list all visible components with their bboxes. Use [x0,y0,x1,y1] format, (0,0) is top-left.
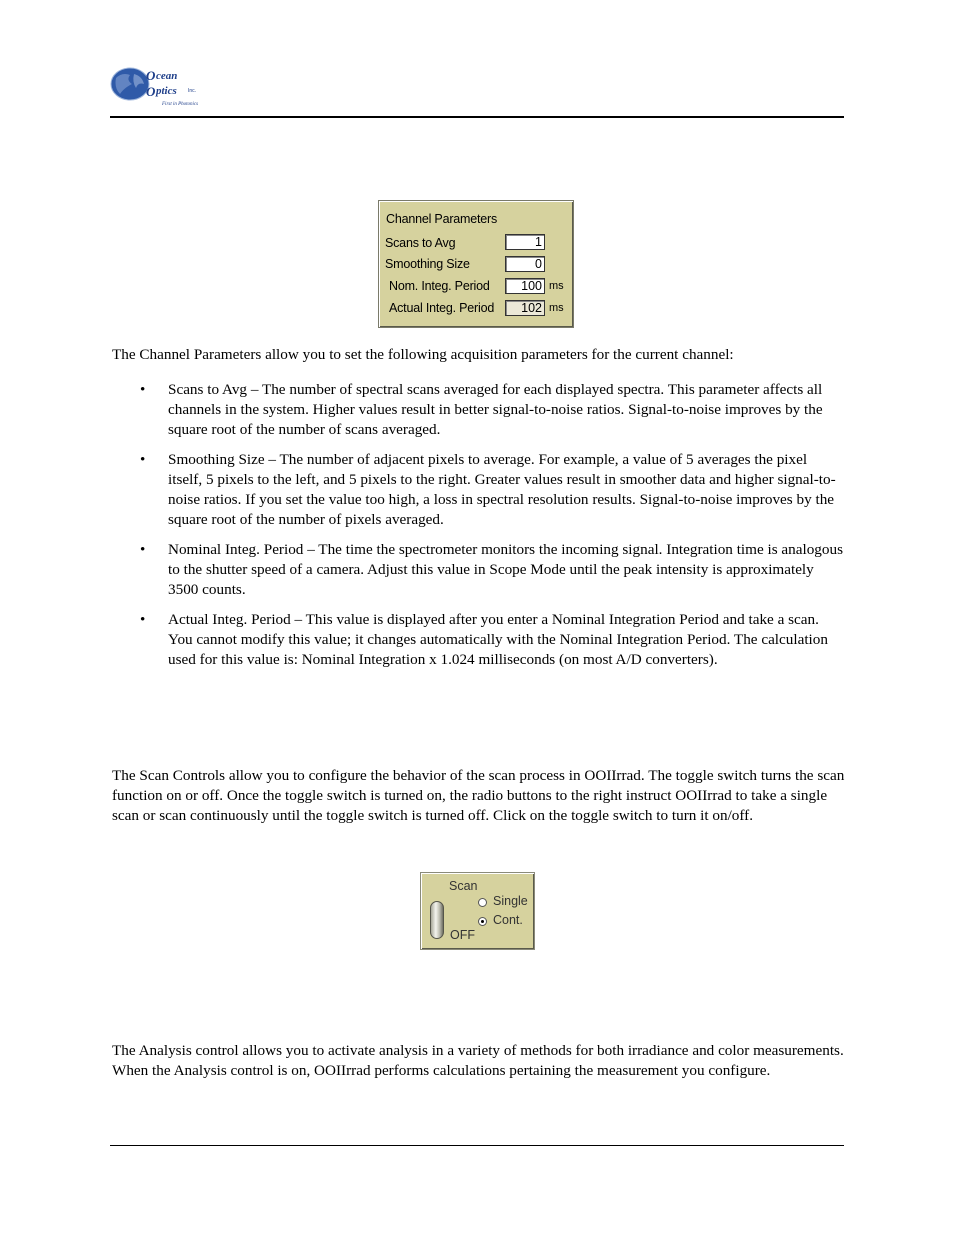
nom-integ-period-unit: ms [549,280,564,292]
bullet-icon: • [140,451,146,468]
logo-text-ocean: cean [156,70,178,82]
analysis-paragraph: The Analysis control allows you to activate analysis in a variety of methods for both irradiance and color measurements. When the Analysis control is on, OOIIrrad performs calculations pertaining the measurement you configure. [112,1042,844,1079]
smoothing-size-input[interactable]: 0 [505,256,545,272]
list-item-text: Actual Integ. Period – This value is displayed after you enter a Nominal Integration Period and take a scan. You cannot modify this value; it changes automatically with the Nominal Integration Period. The calculation used for this value is: Nominal Integration x 1.024 milliseconds (on most A/D converters). [168,611,828,668]
parameter-list [140,380,845,680]
actual-integ-period-label: Actual Integ. Period [389,301,495,315]
toggle-state-label: OFF [450,928,475,942]
actual-integ-period-value: 102 [505,300,545,316]
list-item-text: Scans to Avg – The number of spectral scans averaged for each displayed spectra. This parameter affects all channels in the system. Higher values result in better signal-to-noise ratios. Signal-to-noise improves by the square root of the number of scans averaged. [168,381,823,438]
nom-integ-period-input[interactable]: 100 [505,278,545,294]
channel-parameters-title: Channel Parameters [386,212,498,226]
svg-text:O: O [146,68,156,83]
nom-integ-period-label: Nom. Integ. Period [389,279,490,293]
intro-paragraph: The Channel Parameters allow you to set the following acquisition parameters for the current channel: [112,346,734,363]
scans-to-avg-label: Scans to Avg [385,236,456,250]
list-item-text: Nominal Integ. Period – The time the spectrometer monitors the incoming signal. Integration time is analogous to the shutter speed of a camera. Adjust this value in Scope Mode until the peak intensity is approximately 3500 counts. [168,541,843,598]
ocean-optics-logo [108,66,223,112]
bullet-icon: • [140,541,146,558]
scan-toggle-switch[interactable] [430,901,444,939]
header-rule [110,116,844,118]
list-item [140,450,845,530]
single-radio[interactable] [478,898,487,907]
svg-text:O: O [146,84,156,99]
logo-suffix: Inc. [188,88,197,94]
single-radio-label[interactable]: Single [493,894,528,908]
smoothing-size-label: Smoothing Size [385,257,470,271]
scans-to-avg-input[interactable]: 1 [505,234,545,250]
list-item [140,610,845,670]
logo-tagline: First in Photonics [162,102,199,107]
channel-parameters-panel [378,200,574,328]
bullet-icon: • [140,381,146,398]
cont-radio-label[interactable]: Cont. [493,913,523,927]
logo-text-optics: ptics [156,85,177,97]
scan-title: Scan [449,879,478,893]
cont-radio[interactable] [478,917,487,926]
scan-control-panel [420,872,535,950]
footer-rule [110,1145,844,1146]
actual-integ-period-unit: ms [549,302,564,314]
bullet-icon: • [140,611,146,628]
scan-controls-paragraph: The Scan Controls allow you to configure the behavior of the scan process in OOIIrrad. The toggle switch turns the scan function on or off. Once the toggle switch is turned on, the radio buttons to the right instruct OOIIrrad to take a single scan or scan continuously until the toggle switch is turned off. Click on the toggle switch to turn it on/off. [112,767,845,824]
list-item [140,380,845,440]
list-item [140,540,845,600]
list-item-text: Smoothing Size – The number of adjacent pixels to average. For example, a value of 5 averages the pixel itself, 5 pixels to the left, and 5 pixels to the right. Greater values result in smoother data and higher signal-to-noise ratios. If you set the value too high, a loss in spectral resolution results. Signal-to-noise improves by the square root of the number of pixels averaged. [168,451,836,528]
